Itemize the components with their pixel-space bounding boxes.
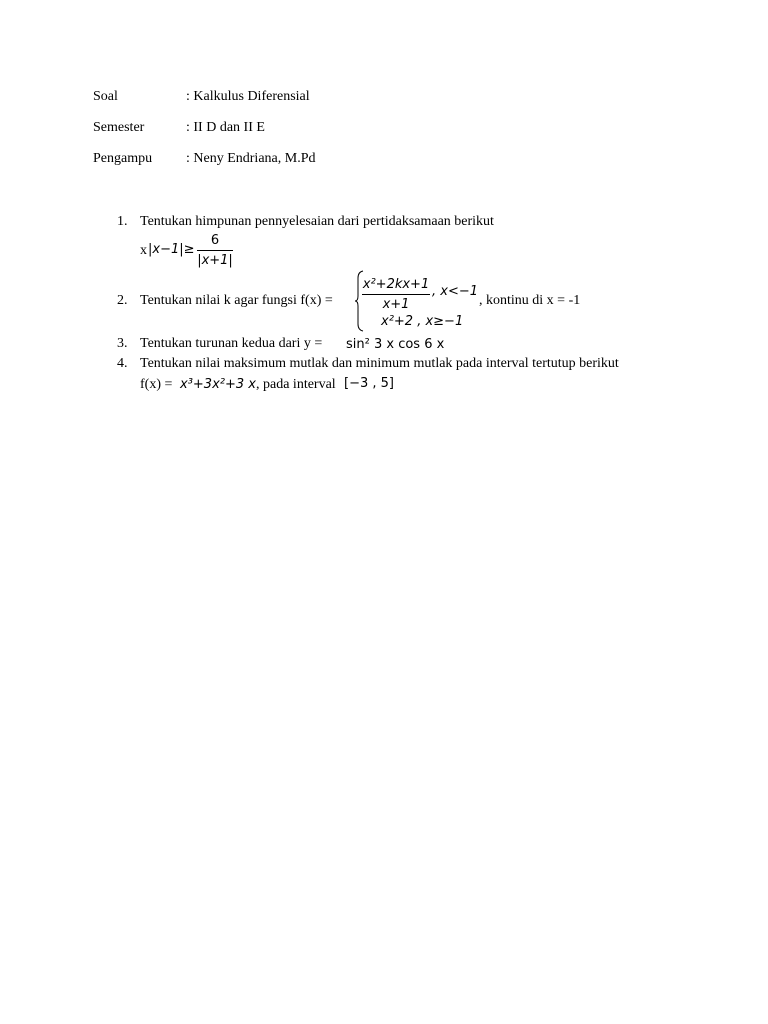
question-text: Tentukan turunan kedua dari y = [140, 336, 323, 351]
piece2-formula: x²+2 , x≥−1 [381, 314, 464, 329]
interval-formula: [−3 , 5] [344, 376, 394, 391]
fraction-denominator: |x+1| [197, 253, 233, 268]
fraction-numerator: 6 [210, 233, 220, 248]
formula-abs-lhs: |x−1|≥ [148, 242, 195, 257]
question-number: 3. [117, 336, 128, 351]
polynomial-formula: x³+3x²+3 x [180, 377, 256, 392]
interval-label: , pada interval [256, 377, 336, 392]
header-label-soal: Soal [93, 89, 118, 104]
piece1-fraction-bar [362, 294, 430, 295]
question-text: Tentukan nilai k agar fungsi f(x) = [140, 293, 333, 308]
question-number: 2. [117, 293, 128, 308]
header-label-pengampu: Pengampu [93, 151, 153, 166]
piece1-denominator: x+1 [382, 297, 410, 312]
question-text: Tentukan nilai maksimum mutlak dan minimum mutlak pada interval tertutup berikut [140, 356, 619, 371]
fraction-bar [197, 250, 233, 251]
question-number: 4. [117, 356, 128, 371]
piece1-numerator: x²+2kx+1 [362, 277, 430, 292]
formula-x: x [140, 243, 147, 258]
header-value-soal: : Kalkulus Diferensial [186, 89, 310, 104]
piece1-condition: , x<−1 [432, 284, 479, 299]
function-prefix: f(x) = [140, 377, 173, 392]
derivative-formula: sin² 3 x cos 6 x [346, 337, 445, 352]
header-label-semester: Semester [93, 120, 145, 135]
question-suffix: , kontinu di x = -1 [479, 293, 581, 308]
question-text: Tentukan himpunan pennyelesaian dari pertidaksamaan berikut [140, 214, 494, 229]
question-number: 1. [117, 214, 128, 229]
header-value-pengampu: : Neny Endriana, M.Pd [186, 151, 316, 166]
header-value-semester: : II D dan II E [186, 120, 265, 135]
